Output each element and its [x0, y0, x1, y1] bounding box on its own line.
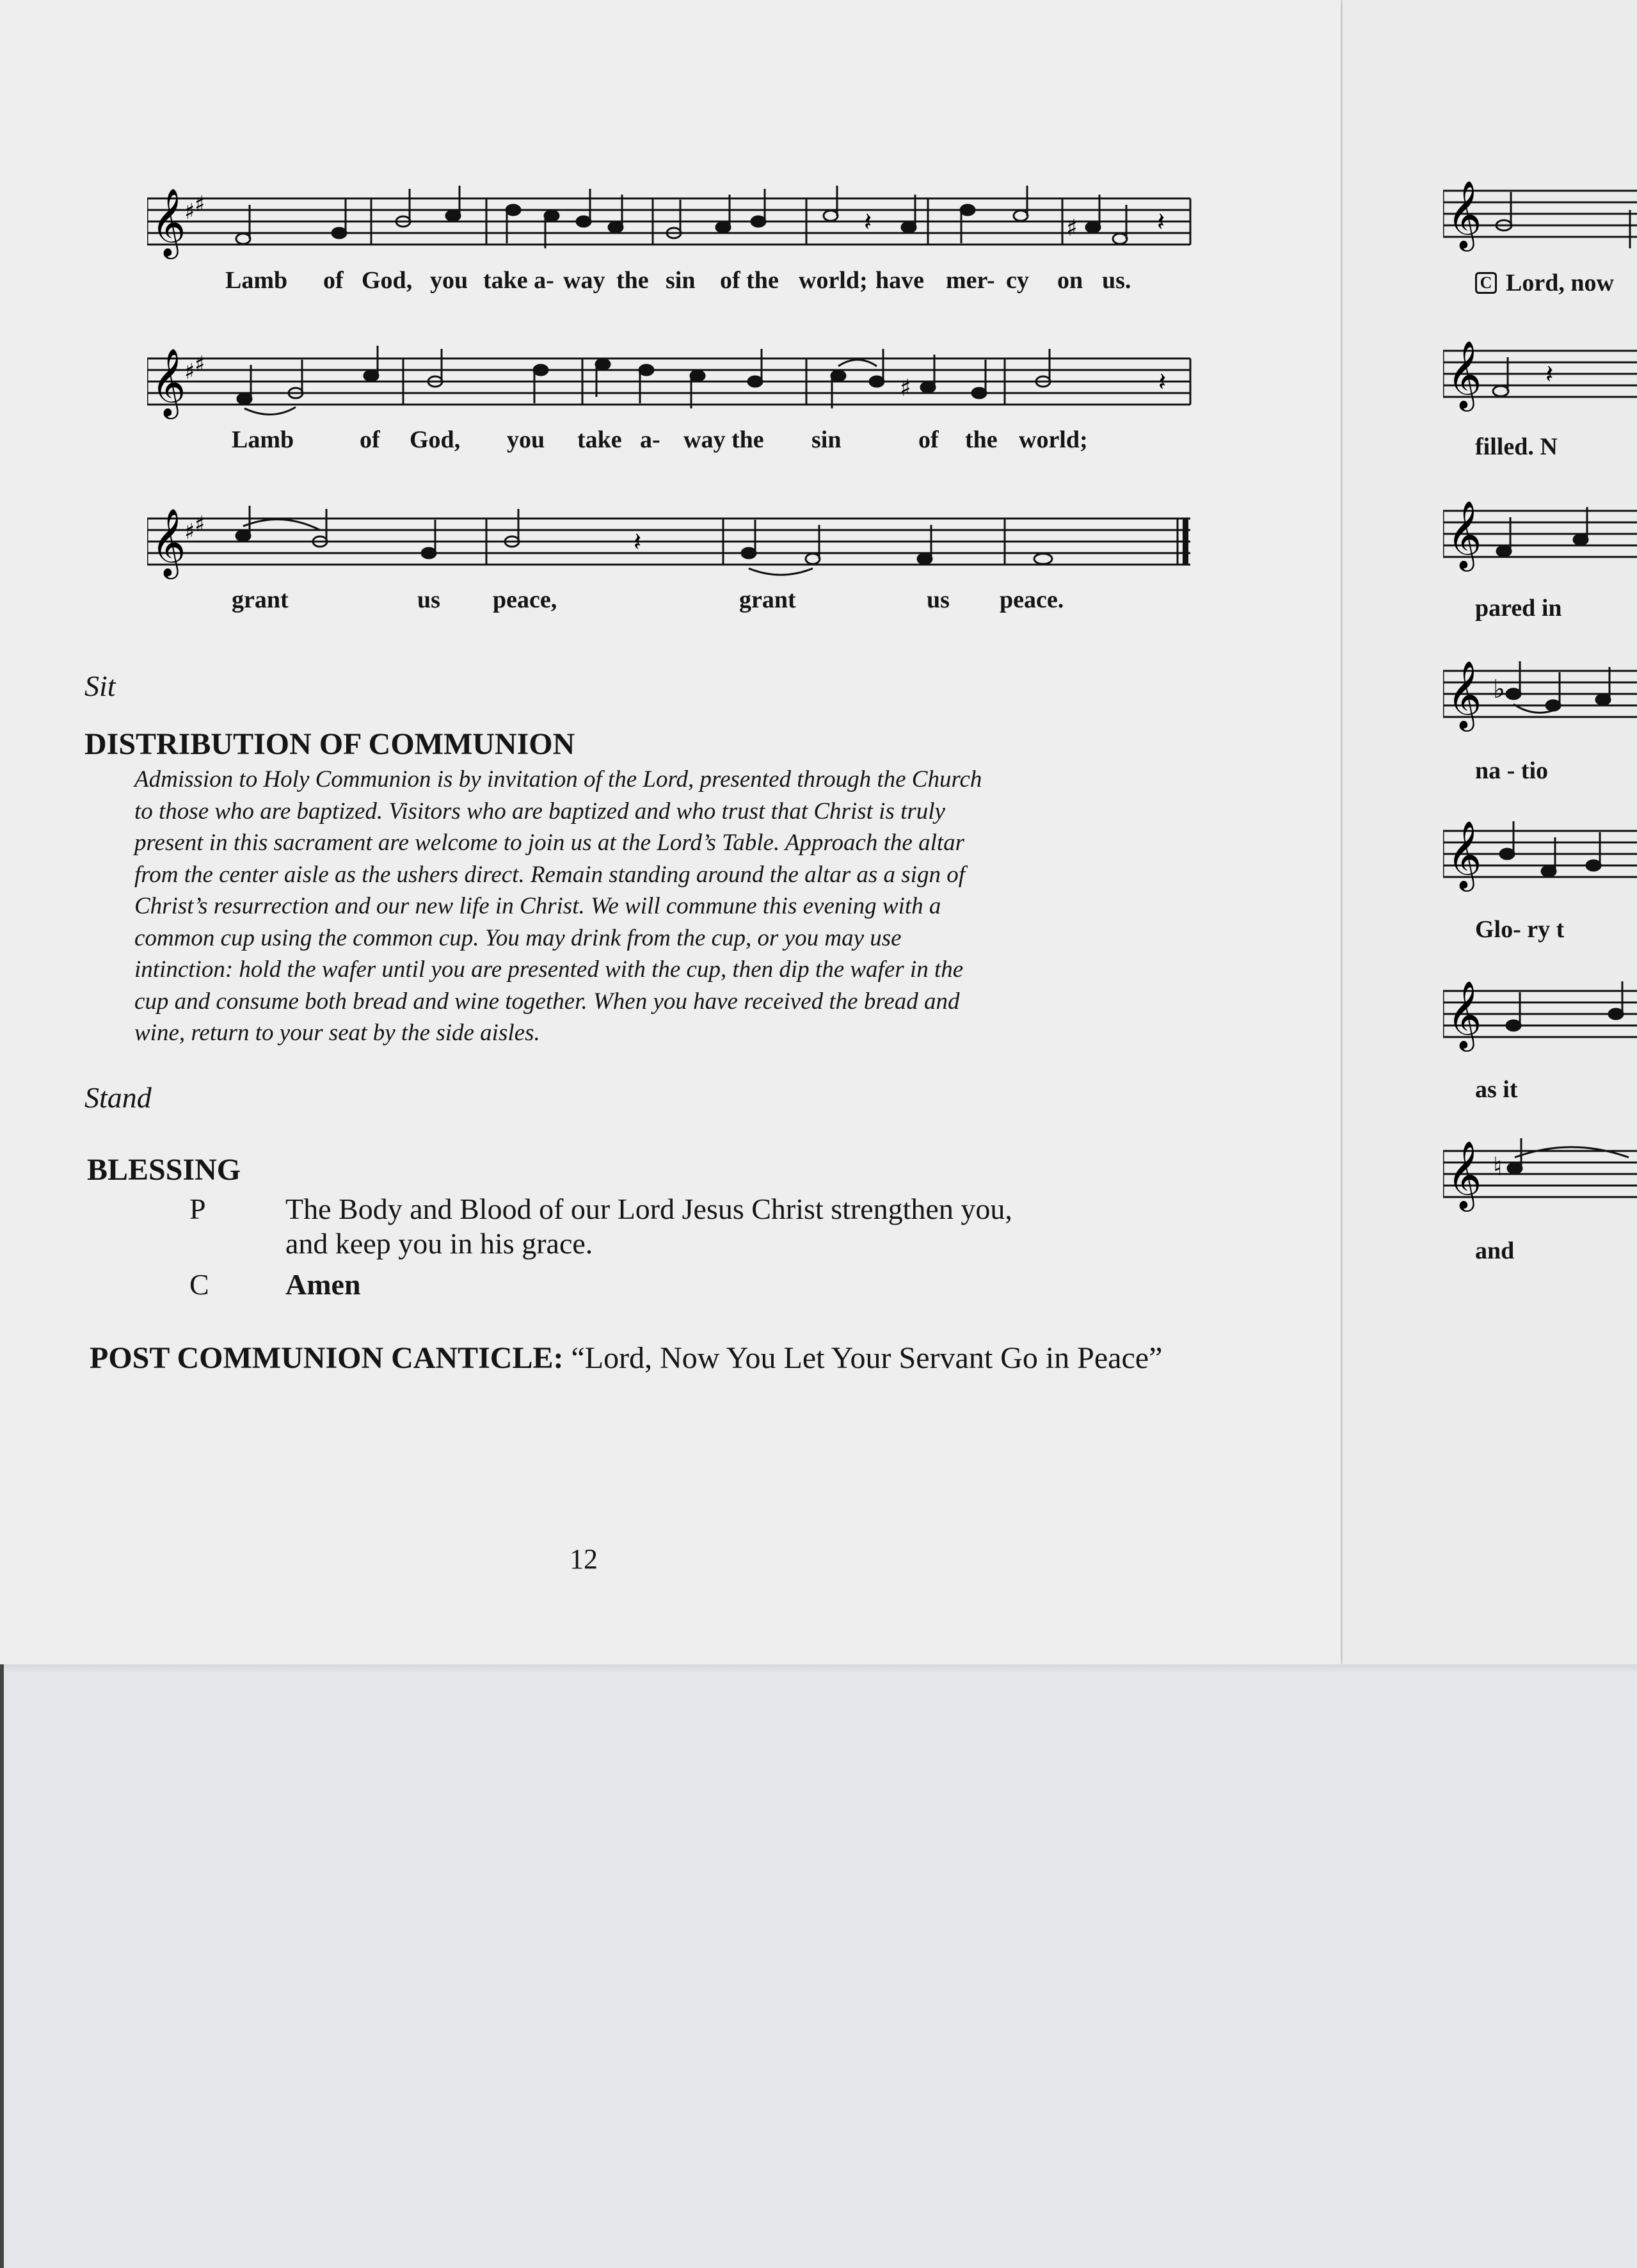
svg-text:𝄽: 𝄽: [634, 527, 642, 557]
svg-text:♯: ♯: [195, 511, 205, 537]
instruction-line: Admission to Holy Communion is by invitation of the Lord, presented through the Church: [134, 766, 982, 792]
lyric-syllable: take a-: [483, 267, 554, 294]
lyric-syllable: world;: [1019, 426, 1088, 453]
svg-text:𝄽: 𝄽: [1157, 207, 1165, 237]
speaker-p: P: [189, 1193, 206, 1225]
lyric-syllable: peace.: [1000, 586, 1064, 613]
lyric-syllable: God,: [410, 426, 461, 453]
blessing-line: The Body and Blood of our Lord Jesus Christ strengthen you,: [285, 1193, 1012, 1225]
lyric-syllable: way the: [683, 426, 764, 453]
svg-text:♯: ♯: [1066, 215, 1078, 241]
rubric-sit: Sit: [84, 670, 116, 702]
svg-text:𝄽: 𝄽: [1158, 367, 1167, 397]
lyric-syllable: God,: [362, 267, 413, 294]
lyric-syllable: of the: [720, 267, 779, 294]
right-lyric: na - tio: [1475, 757, 1548, 784]
svg-text:♯: ♯: [184, 519, 195, 545]
instruction-line: to those who are baptized. Visitors who are baptized and who trust that Christ is truly: [134, 798, 945, 824]
blessing-heading: BLESSING: [87, 1153, 241, 1187]
lyric-syllable: us.: [1102, 267, 1131, 294]
right-lyric: pared in: [1475, 595, 1562, 622]
bleed-through: [832, 615, 838, 645]
lyric-syllable: us: [927, 586, 950, 613]
lyric-syllable: the: [965, 426, 998, 453]
rubric-stand: Stand: [84, 1081, 152, 1114]
lyric-syllable: cy: [1006, 267, 1029, 294]
svg-text:♮: ♮: [1493, 1152, 1503, 1182]
congregation-response: Amen: [285, 1268, 361, 1301]
svg-text:♯: ♯: [195, 351, 205, 377]
right-lyric: Glo- ry t: [1475, 916, 1565, 943]
instruction-line: Christ’s resurrection and our new life in Christ. We will commune this evening with a: [134, 893, 941, 919]
right-staff-7: [1443, 1138, 1637, 1215]
distribution-heading: DISTRIBUTION OF COMMUNION: [84, 727, 575, 761]
right-staff-6: [1443, 978, 1637, 1055]
lyric-syllable: you: [507, 426, 545, 453]
instruction-line: cup and consume both bread and wine together. When you have received the bread and: [134, 988, 960, 1015]
svg-text:𝄞: 𝄞: [1447, 980, 1482, 1049]
svg-text:♯: ♯: [184, 199, 195, 225]
lyric-syllable: of: [323, 267, 344, 294]
svg-text:𝄞: 𝄞: [1447, 340, 1482, 408]
right-staff-2: [1443, 338, 1637, 415]
lyric-syllable: world;: [799, 267, 868, 294]
svg-text:𝄞: 𝄞: [151, 508, 186, 576]
lyric-syllable: peace,: [493, 586, 557, 613]
lyric-syllable: of: [360, 426, 380, 453]
distribution-instructions: [134, 764, 1107, 1049]
instruction-line: wine, return to your seat by the side aisles.: [134, 1020, 540, 1046]
lyric-syllable: of: [918, 426, 939, 453]
right-lyric: and: [1475, 1237, 1515, 1264]
svg-text:𝄞: 𝄞: [1447, 660, 1482, 728]
canticle-heading: [90, 1340, 1162, 1376]
lyric-syllable: sin: [811, 426, 842, 453]
right-staff-5: [1443, 818, 1637, 895]
lyric-syllable: grant: [739, 586, 796, 613]
blessing-line: and keep you in his grace.: [285, 1227, 593, 1260]
right-lyric: as it: [1475, 1076, 1518, 1103]
lyric-syllable: take: [577, 426, 622, 453]
blessing-text: [285, 1192, 1012, 1261]
lyric-syllable: mer-: [946, 267, 995, 294]
canticle-title: “Lord, Now You Let Your Servant Go in Peace”: [571, 1341, 1163, 1375]
right-lyric: [1475, 269, 1614, 297]
lyric-syllable: Lamb: [225, 267, 288, 294]
instruction-line: from the center aisle as the ushers direct. Remain standing around the altar as a sign of: [134, 861, 965, 888]
lyric-syllable: have: [875, 267, 924, 294]
svg-text:𝄞: 𝄞: [1447, 820, 1482, 889]
right-lyric: filled. N: [1475, 433, 1558, 460]
c-box-icon: C: [1475, 272, 1497, 294]
lyric-syllable: the: [616, 267, 649, 294]
svg-text:♯: ♯: [195, 191, 205, 217]
lyric-syllable: you: [430, 267, 468, 294]
scanner-edge: [0, 1664, 4, 2268]
svg-text:♭: ♭: [1493, 675, 1505, 704]
instruction-line: common cup using the common cup. You may drink from the cup, or you may use: [134, 924, 902, 951]
staff-line-2: [147, 346, 1197, 422]
svg-text:𝄞: 𝄞: [1447, 1140, 1482, 1209]
instruction-line: present in this sacrament are welcome to join us at the Lord’s Table. Approach the altar: [134, 830, 965, 856]
svg-text:𝄽: 𝄽: [864, 207, 872, 237]
right-staff-4: [1443, 658, 1637, 735]
lyric-syllable: sin: [666, 267, 696, 294]
speaker-c: C: [189, 1268, 209, 1301]
lyric-syllable: on: [1057, 267, 1083, 294]
right-staff-1: [1443, 178, 1637, 255]
svg-text:𝄽: 𝄽: [1545, 360, 1554, 389]
lyric-syllable: us: [417, 586, 440, 613]
lyric-syllable: a-: [640, 426, 660, 453]
page-number: 12: [570, 1543, 598, 1575]
right-staff-3: [1443, 498, 1637, 575]
svg-text:𝄞: 𝄞: [151, 188, 186, 256]
svg-text:𝄞: 𝄞: [1447, 500, 1482, 568]
lyric-syllable: way: [563, 267, 605, 294]
svg-text:𝄞: 𝄞: [151, 348, 186, 416]
staff-line-1: [147, 186, 1197, 262]
svg-text:♯: ♯: [184, 359, 195, 385]
canticle-label: POST COMMUNION CANTICLE:: [90, 1341, 564, 1375]
svg-text:𝄞: 𝄞: [1447, 180, 1482, 248]
right-lyric-text: Lord, now: [1506, 269, 1614, 296]
lower-blank-sheet: [0, 1664, 1637, 2268]
staff-line-3: [147, 506, 1197, 583]
lyric-syllable: grant: [232, 586, 289, 613]
instruction-line: intinction: hold the wafer until you are presented with the cup, then dip the wafer in the: [134, 956, 964, 983]
lyric-syllable: Lamb: [232, 426, 294, 453]
svg-text:♯: ♯: [900, 375, 911, 401]
